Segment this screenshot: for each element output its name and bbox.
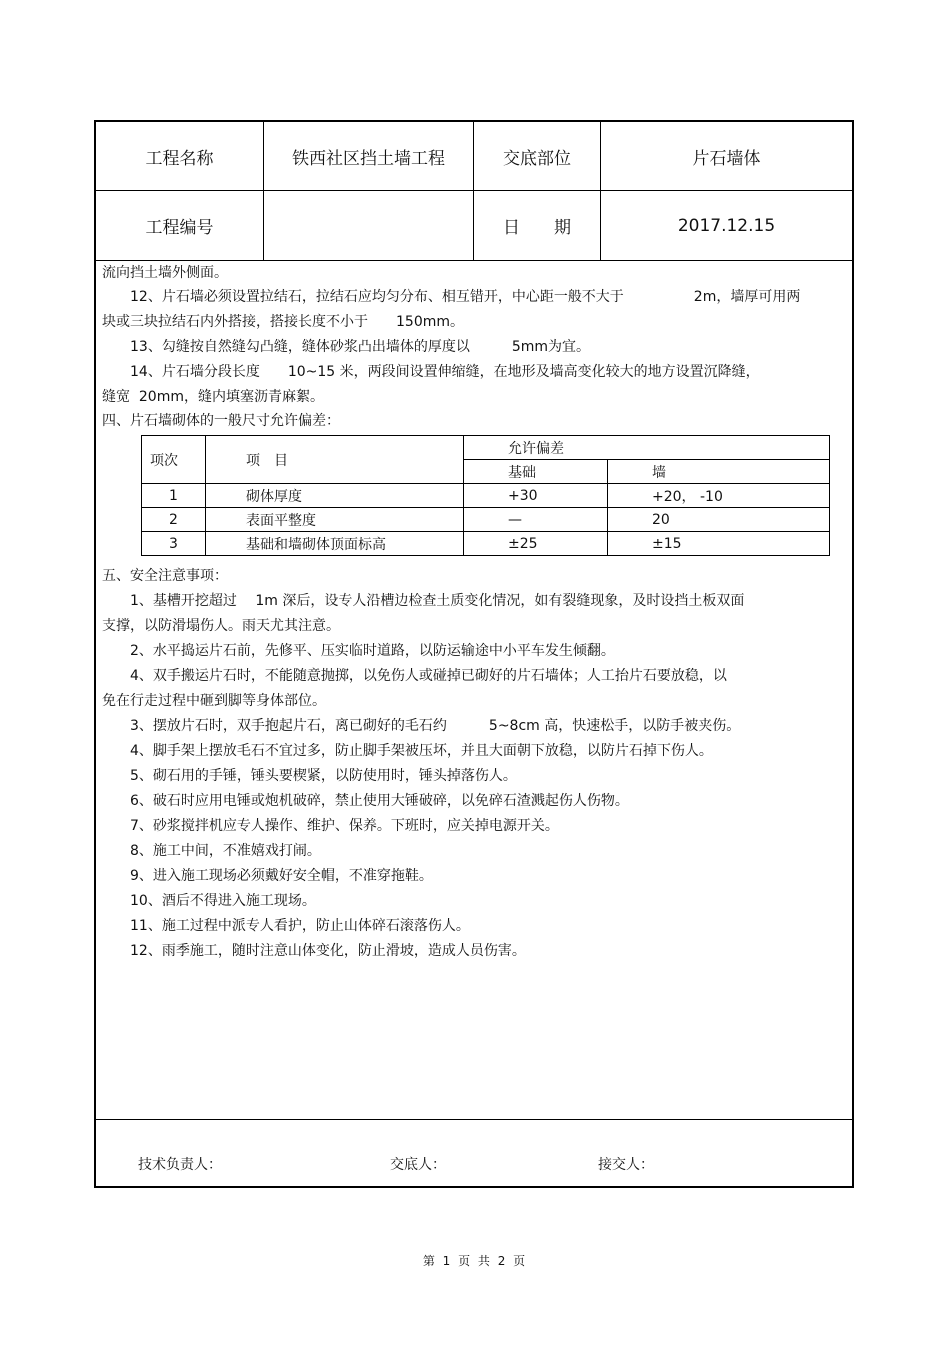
col-header-base: 基础	[464, 460, 608, 484]
date-value: 2017.12.15	[601, 191, 852, 261]
body-line: 块或三块拉结石内外搭接，搭接长度不小于 150mm。	[102, 314, 464, 330]
row-base: +30	[464, 484, 608, 508]
row-item: 砌体厚度	[206, 484, 464, 508]
body-line: 13、勾缝按自然缝勾凸缝，缝体砂浆凸出墙体的厚度以 5mm为宜。	[102, 339, 590, 355]
body-line: 9、进入施工现场必须戴好安全帽，不准穿拖鞋。	[102, 868, 433, 884]
row-base: ±25	[464, 532, 608, 556]
table-row	[142, 532, 830, 556]
section-heading: 五、安全注意事项：	[102, 568, 228, 584]
project-name-label: 工程名称	[96, 122, 264, 191]
body-line: 支撑，以防滑塌伤人。雨天尤其注意。	[102, 618, 340, 634]
body-line: 1、基槽开挖超过 1m 深后，设专人沿槽边检查土质变化情况，如有裂缝现象，及时设挡土板双面	[102, 593, 745, 609]
section-heading: 四、片石墙砌体的一般尺寸允许偏差：	[102, 413, 340, 429]
body-line: 3、摆放片石时，双手抱起片石，离已砌好的毛石约 5~8cm 高，快速松手，以防手被夹伤。	[102, 718, 741, 734]
col-header-no: 项次	[142, 436, 206, 484]
project-name-value: 铁西社区挡土墙工程	[264, 122, 474, 191]
body-line: 7、砂浆搅拌机应专人操作、维护、保养。下班时，应关掉电源开关。	[102, 818, 559, 834]
signature-divider	[96, 1119, 852, 1120]
row-item: 表面平整度	[206, 508, 464, 532]
row-wall: ±15	[608, 532, 830, 556]
handover-part-label: 交底部位	[474, 122, 601, 191]
body-line: 6、破石时应用电锤或炮机破碎，禁止使用大锤破碎，以免碎石渣溅起伤人伤物。	[102, 793, 629, 809]
row-no: 3	[142, 532, 206, 556]
tech-lead-label: 技术负责人：	[138, 1157, 222, 1173]
received-by-label: 接交人：	[598, 1157, 654, 1173]
date-label: 日 期	[474, 191, 601, 261]
row-wall: 20	[608, 508, 830, 532]
body-line: 5、砌石用的手锤，锤头要楔紧，以防使用时，锤头掉落伤人。	[102, 768, 517, 784]
handover-by-label: 交底人：	[390, 1157, 446, 1173]
handover-form	[94, 120, 854, 1188]
row-wall: +20， -10	[608, 484, 830, 508]
row-base: —	[464, 508, 608, 532]
table-row	[142, 508, 830, 532]
row-no: 1	[142, 484, 206, 508]
body-line: 12、雨季施工，随时注意山体变化，防止滑坡，造成人员伤害。	[102, 943, 526, 959]
body-line: 8、施工中间，不准嬉戏打闹。	[102, 843, 321, 859]
col-header-item: 项 目	[206, 436, 464, 484]
body-line: 2、水平捣运片石前，先修平、压实临时道路，以防运输途中小平车发生倾翻。	[102, 643, 615, 659]
project-no-label: 工程编号	[96, 191, 264, 261]
tolerance-table	[141, 435, 830, 556]
body-line: 4、双手搬运片石时，不能随意抛掷，以免伤人或碰掉已砌好的片石墙体；人工抬片石要放稳，以	[102, 668, 727, 684]
row-item: 基础和墙砌体顶面标高	[206, 532, 464, 556]
body-line: 免在行走过程中砸到脚等身体部位。	[102, 693, 326, 709]
body-line: 缝宽 20mm，缝内填塞沥青麻絮。	[102, 389, 324, 405]
col-header-tolerance: 允许偏差	[464, 436, 830, 460]
row-no: 2	[142, 508, 206, 532]
project-no-value	[264, 191, 474, 261]
body-line: 4、脚手架上摆放毛石不宜过多，防止脚手架被压坏，并且大面朝下放稳，以防片石掉下伤人。	[102, 743, 713, 759]
body-line: 12、片石墙必须设置拉结石，拉结石应均匀分布、相互错开，中心距一般不大于 2m，墙厚可用两	[102, 289, 801, 305]
body-line: 流向挡土墙外侧面。	[102, 265, 228, 281]
body-line: 14、片石墙分段长度 10~15 米，两段间设置伸缩缝，在地形及墙高变化较大的地方设置沉降缝，	[102, 364, 760, 380]
body-line: 11、施工过程中派专人看护，防止山体碎石滚落伤人。	[102, 918, 470, 934]
page-number: 第 1 页 共 2 页	[422, 1254, 528, 1268]
body-line: 10、酒后不得进入施工现场。	[102, 893, 316, 909]
col-header-wall: 墙	[608, 460, 830, 484]
table-row	[142, 484, 830, 508]
handover-part-value: 片石墙体	[601, 122, 852, 191]
